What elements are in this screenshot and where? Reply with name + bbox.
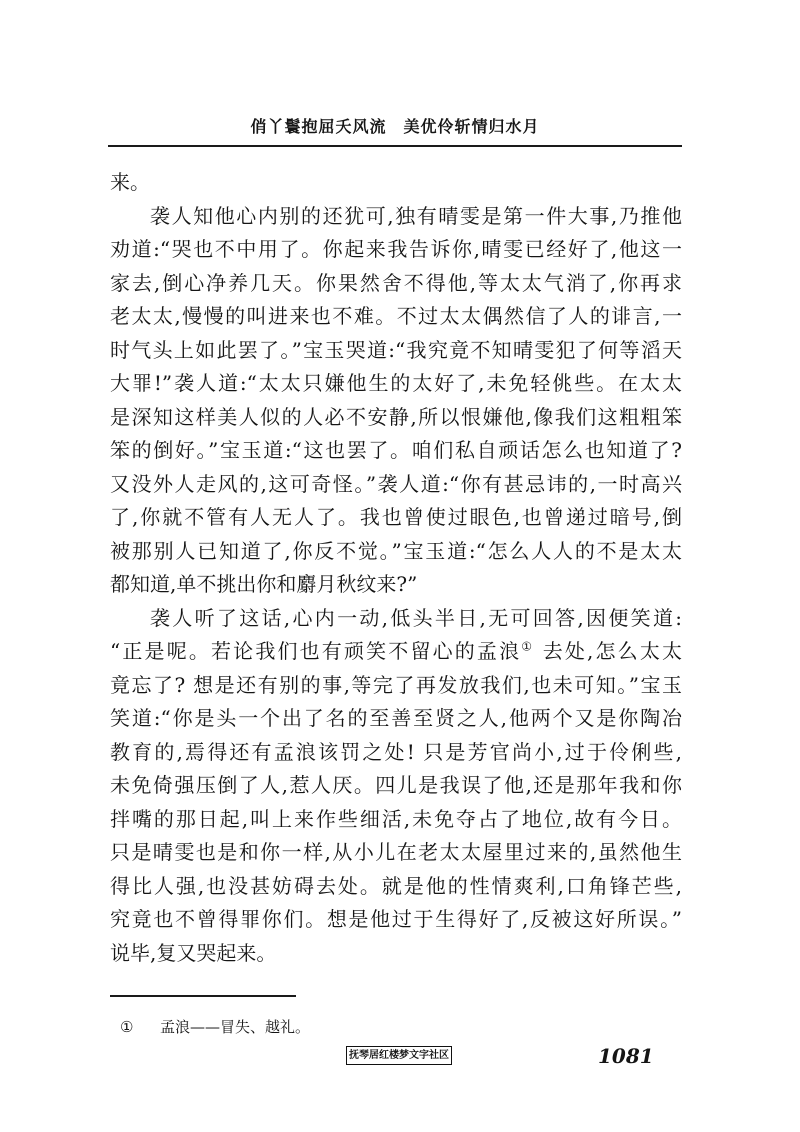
text-line: 究竟也不曾得罪你们。想是他过于生得好了,反被这好所误。”	[110, 907, 682, 931]
text-line: 袭人听了这话,心内一动,低头半日,无可回答,因便笑道:	[150, 605, 682, 630]
text-line: 拌嘴的那日起,叫上来作些细活,未免夺占了地位,故有今日。	[110, 806, 682, 831]
text-line: 未免倚强压倒了人,惹人厌。四儿是我误了他,还是那年我和你	[110, 773, 682, 797]
text-line: 被那别人已知道了,你反不觉。”宝玉道:“怎么人人的不是太太	[110, 538, 682, 563]
text-line: 又没外人走风的,这可奇怪。”袭人道:“你有甚忌讳的,一时高兴	[110, 471, 682, 496]
footnote-rule	[110, 995, 296, 997]
text-segment: 去处,怎么太太	[534, 639, 682, 663]
footnote-text: 孟浪——冒失、越礼。	[160, 1018, 311, 1036]
text-line: 劝道:“哭也不中用了。你起来我告诉你,晴雯已经好了,他这一	[110, 237, 682, 261]
footnote-reference: ①	[521, 639, 535, 654]
text-line: 了,你就不管有人无人了。我也曾使过眼色,也曾递过暗号,倒	[110, 505, 682, 529]
text-line-with-note	[110, 635, 682, 669]
text-line: 都知道,单不挑出你和麝月秋纹来?”	[110, 572, 418, 596]
text-line: 家去,倒心净养几天。你果然舍不得他,等太太气消了,你再求	[110, 270, 682, 295]
footnote-marker: ①	[120, 1018, 134, 1036]
text-line: 大罪!”袭人道:“太太只嫌他生的太好了,未免轻佻些。在太太	[110, 371, 682, 395]
header-rule	[108, 145, 682, 147]
text-line: 时气头上如此罢了。”宝玉哭道:“我究竟不知晴雯犯了何等滔天	[110, 337, 682, 362]
watermark-stamp: 抚琴居红楼梦文字社区	[346, 1046, 452, 1065]
text-line: 竟忘了? 想是还有别的事,等完了再发放我们,也未可知。”宝玉	[110, 672, 682, 697]
text-line: 教育的,焉得还有孟浪该罚之处! 只是芳官尚小,过于伶俐些,	[110, 739, 682, 764]
text-line: 老太太,慢慢的叫进来也不难。不过太太偶然信了人的诽言,一	[110, 304, 682, 328]
text-line: 来。	[110, 170, 150, 194]
page-number: 1081	[598, 1044, 654, 1068]
text-line: 得比人强,也没甚妨碍去处。就是他的性情爽利,口角锋芒些,	[110, 873, 682, 898]
text-line: 袭人知他心内别的还犹可,独有晴雯是第一件大事,乃推他	[150, 203, 682, 228]
text-segment: “正是呢。若论我们也有顽笑不留心的孟浪	[110, 639, 522, 663]
footnote	[120, 1017, 310, 1037]
text-line: 是深知这样美人似的人必不安静,所以恨嫌他,像我们这粗粗笨	[110, 404, 682, 429]
text-line: 说毕,复又哭起来。	[110, 940, 277, 965]
body-text	[110, 166, 682, 970]
text-line: 笑道:“你是头一个出了名的至善至贤之人,他两个又是你陶冶	[110, 706, 682, 730]
text-line: 只是晴雯也是和你一样,从小儿在老太太屋里过来的,虽然他生	[110, 840, 682, 864]
running-title: 俏丫鬟抱屈夭风流 美优伶斩情归水月	[250, 117, 540, 136]
text-line: 笨的倒好。”宝玉道:“这也罢了。咱们私自顽话怎么也知道了?	[110, 438, 682, 462]
